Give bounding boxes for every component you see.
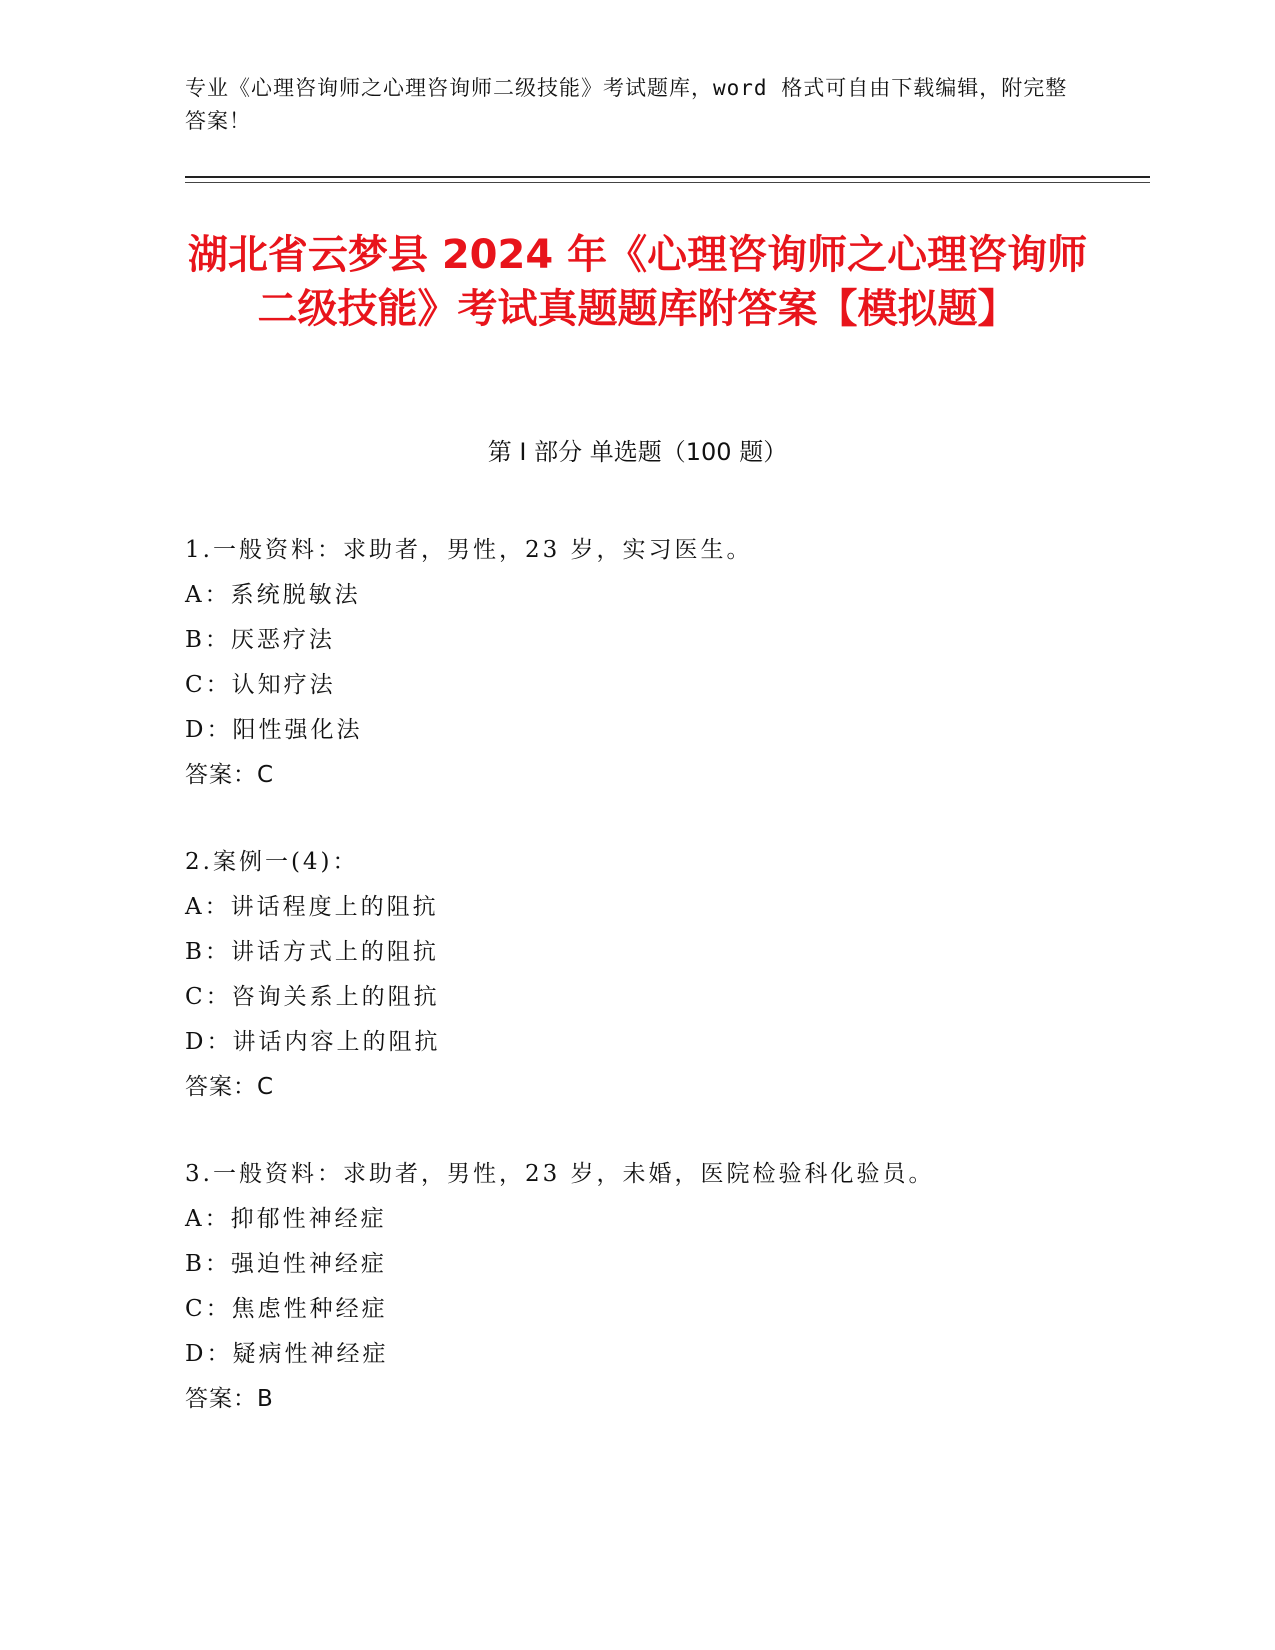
- option-c: C：焦虑性种经症: [185, 1296, 388, 1322]
- option-d: D：疑病性神经症: [185, 1341, 389, 1367]
- question-stem: 1.一般资料：求助者，男性，23 岁，实习医生。: [185, 537, 753, 563]
- option-c: C：咨询关系上的阻抗: [185, 984, 440, 1010]
- option-a: A：抑郁性神经症: [185, 1206, 387, 1232]
- section-heading: 第 I 部分 单选题（100 题）: [487, 438, 788, 466]
- header-divider-thin: [185, 182, 1150, 183]
- option-d: D：讲话内容上的阻抗: [185, 1029, 441, 1055]
- question-stem: 3.一般资料：求助者，男性，23 岁，未婚，医院检验科化验员。: [185, 1161, 935, 1187]
- answer-line: 答案：B: [185, 1386, 274, 1412]
- answer-line: 答案：C: [185, 762, 275, 788]
- option-d: D：阳性强化法: [185, 717, 363, 743]
- option-b: B：讲话方式上的阻抗: [185, 939, 439, 965]
- option-a: A：系统脱敏法: [185, 582, 361, 608]
- option-c: C：认知疗法: [185, 672, 336, 698]
- answer-line: 答案：C: [185, 1074, 275, 1100]
- header-divider: [185, 176, 1150, 178]
- question-1: [185, 528, 1125, 798]
- question-list: [185, 528, 1125, 1464]
- question-2: [185, 840, 1125, 1110]
- header-note: 专业《心理咨询师之心理咨询师二级技能》考试题库，word 格式可自由下载编辑，附完整答案！: [185, 76, 1068, 133]
- question-stem: 2.案例一(4)：: [185, 849, 359, 875]
- option-b: B：厌恶疗法: [185, 627, 335, 653]
- option-b: B：强迫性神经症: [185, 1251, 387, 1277]
- option-a: A：讲话程度上的阻抗: [185, 894, 439, 920]
- document-title: 湖北省云梦县 2024 年《心理咨询师之心理咨询师二级技能》考试真题题库附答案【模拟题】: [187, 232, 1088, 332]
- question-3: [185, 1152, 1125, 1422]
